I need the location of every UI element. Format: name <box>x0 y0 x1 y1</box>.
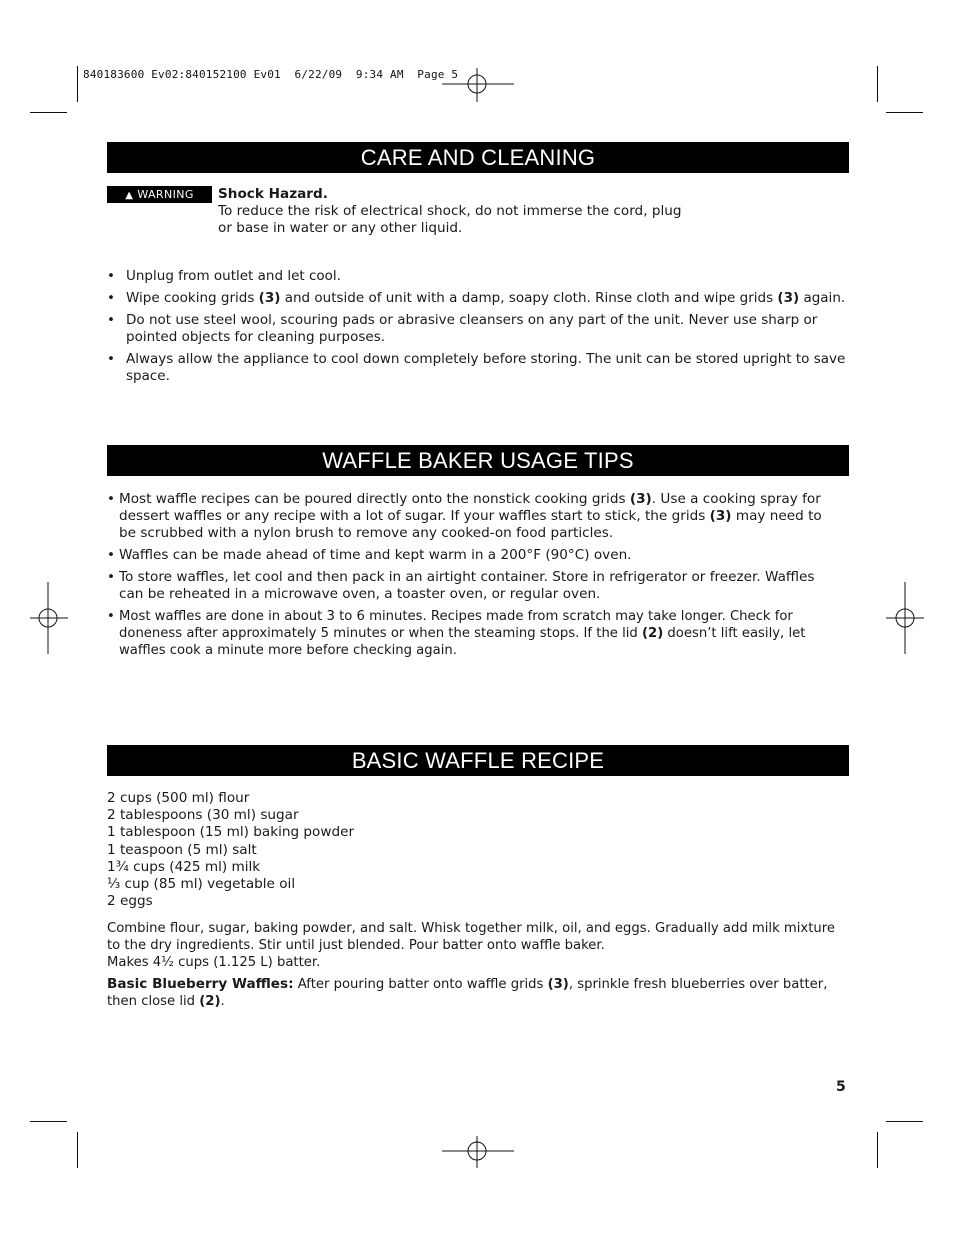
list-item: • To store waffles, let cool and then pack in an airtight container. Store in refrigerator or freezer. Waffles can be reheated in a microwave oven, a toaster oven, or regular oven. <box>107 569 842 603</box>
section-title-tips: WAFFLE BAKER USAGE TIPS <box>107 445 849 476</box>
registration-mark-icon <box>440 1134 516 1170</box>
ingredient: 1 teaspoon (5 ml) salt <box>107 841 257 858</box>
crop-mark <box>886 112 923 113</box>
crop-mark <box>886 1121 923 1122</box>
registration-mark-icon <box>440 66 516 106</box>
blueberry-label: Basic Blueberry Waffles: <box>107 976 294 992</box>
recipe-yield: Makes 4¹⁄₂ cups (1.125 L) batter. <box>107 955 321 970</box>
hazard-text-line2: or base in water or any other liquid. <box>218 220 463 236</box>
print-slug: 840183600 Ev02:840152100 Ev01 6/22/09 9:34 AM Page 5 <box>83 68 459 81</box>
crop-mark <box>877 66 878 102</box>
list-item: • Wipe cooking grids (3) and outside of unit with a damp, soapy cloth. Rinse cloth and wipe grids (3) again. <box>107 290 857 307</box>
section-title-care: CARE AND CLEANING <box>107 142 849 173</box>
page-number: 5 <box>836 1079 846 1095</box>
crop-mark <box>77 1132 78 1168</box>
crop-mark <box>30 1121 67 1122</box>
care-list <box>107 268 857 390</box>
warning-badge <box>107 186 212 203</box>
list-item: • Always allow the appliance to cool down completely before storing. The unit can be stored upright to save space. <box>107 351 857 385</box>
ingredient: ¹⁄₃ cup (85 ml) vegetable oil <box>107 876 296 893</box>
registration-mark-icon <box>28 580 70 656</box>
method-text: Combine flour, sugar, baking powder, and salt. Whisk together milk, oil, and eggs. Gradually add milk mixture to the dry ingredients. Stir until just blended. Pour batter onto waffle baker. <box>107 921 835 953</box>
ingredient: 1 tablespoon (15 ml) baking powder <box>107 824 355 841</box>
hazard-text-line1: To reduce the risk of electrical shock, do not immerse the cord, plug <box>218 203 682 219</box>
list-item: • Unplug from outlet and let cool. <box>107 268 857 285</box>
hazard-title: Shock Hazard. <box>218 186 328 202</box>
recipe-method <box>107 920 842 971</box>
ingredient: 1³⁄₄ cups (425 ml) milk <box>107 858 261 875</box>
ingredient-list <box>107 790 507 910</box>
crop-mark <box>30 112 67 113</box>
crop-mark <box>77 66 78 102</box>
ingredient: 2 tablespoons (30 ml) sugar <box>107 807 299 824</box>
section-title-recipe: BASIC WAFFLE RECIPE <box>107 745 849 776</box>
list-item: • Most waffles are done in about 3 to 6 minutes. Recipes made from scratch may take longer. Check for doneness after approximately 5 minutes or when the steaming stops. If the lid (2) doesn’t lift easily, let waffles cook a minute more before checking again. <box>107 608 842 659</box>
list-item: • Waffles can be made ahead of time and kept warm in a 200°F (90°C) oven. <box>107 547 842 564</box>
list-item: • Do not use steel wool, scouring pads or abrasive cleansers on any part of the unit. Never use sharp or pointed objects for cleaning purposes. <box>107 312 857 346</box>
blueberry-variation: Basic Blueberry Waffles: After pouring batter onto waffle grids (3), sprinkle fresh blueberries over batter, then close lid (2). <box>107 976 828 1009</box>
shock-hazard-notice <box>218 186 688 237</box>
warning-triangle-icon: ▲ <box>125 190 134 201</box>
warning-label: WARNING <box>137 188 194 201</box>
registration-mark-icon <box>884 580 926 656</box>
crop-mark <box>877 1132 878 1168</box>
tips-list <box>107 491 842 664</box>
list-item: • Most waffle recipes can be poured directly onto the nonstick cooking grids (3). Use a cooking spray for dessert waffles or any recipe with a lot of sugar. If your waffles start to stick, the grids (3) may need to be scrubbed with a nylon brush to remove any cooked-on food particles. <box>107 491 842 542</box>
ingredient: 2 cups (500 ml) flour <box>107 790 250 806</box>
ingredient: 2 eggs <box>107 893 153 910</box>
